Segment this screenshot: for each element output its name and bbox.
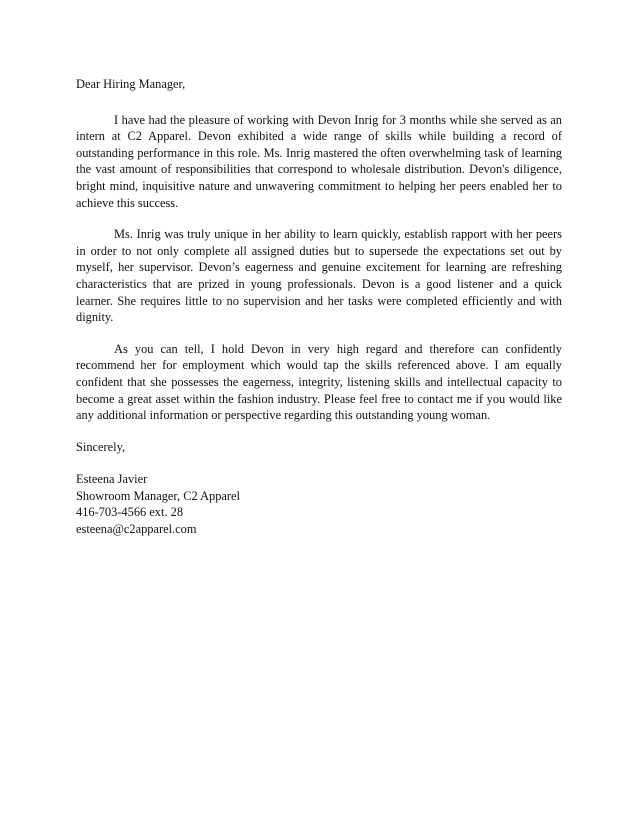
signer-phone: 416-703-4566 ext. 28 [76, 505, 184, 520]
letter-body [76, 76, 562, 538]
paragraph-1: I have had the pleasure of working with Devon Inrig for 3 months while she served as an intern at C2 Apparel. Devon exhibited a wide range of skills while building a record of outstanding performance in this role. Ms. Inrig mastered the often overwhelming task of learning the vast amount of responsibilities that correspond to wholesale distribution. Devon's diligence, bright mind, inquisitive nature and unwavering commitment to helping her peers enabled her to achieve this success. [76, 112, 562, 210]
signer-email: esteena@c2apparel.com [76, 522, 197, 537]
salutation: Dear Hiring Manager, [76, 77, 186, 91]
paragraph-3: As you can tell, I hold Devon in very high regard and therefore can confidently recommend her for employment which would tap the skills referenced above. I am equally confident that she possesses the eagerness, integrity, listening skills and intellectual capacity to become a great asset within the fashion industry. Please feel free to contact me if you would like any additional information or perspective regarding this outstanding young woman. [76, 341, 562, 423]
signature-block [76, 471, 562, 537]
closing: Sincerely, [76, 439, 126, 454]
paragraph-2: Ms. Inrig was truly unique in her ability to learn quickly, establish rapport with her peers in order to not only complete all assigned duties but to supersede the expectations set out by myself, her supervisor. Devon’s eagerness and genuine excitement for learning are refreshing characteristics that are prized in young professionals. Devon is a good listener and a quick learner. She requires little to no supervision and her tasks were completed efficiently and with dignity. [76, 227, 562, 325]
signer-title: Showroom Manager, C2 Apparel [76, 488, 240, 503]
signer-name: Esteena Javier [76, 472, 148, 487]
